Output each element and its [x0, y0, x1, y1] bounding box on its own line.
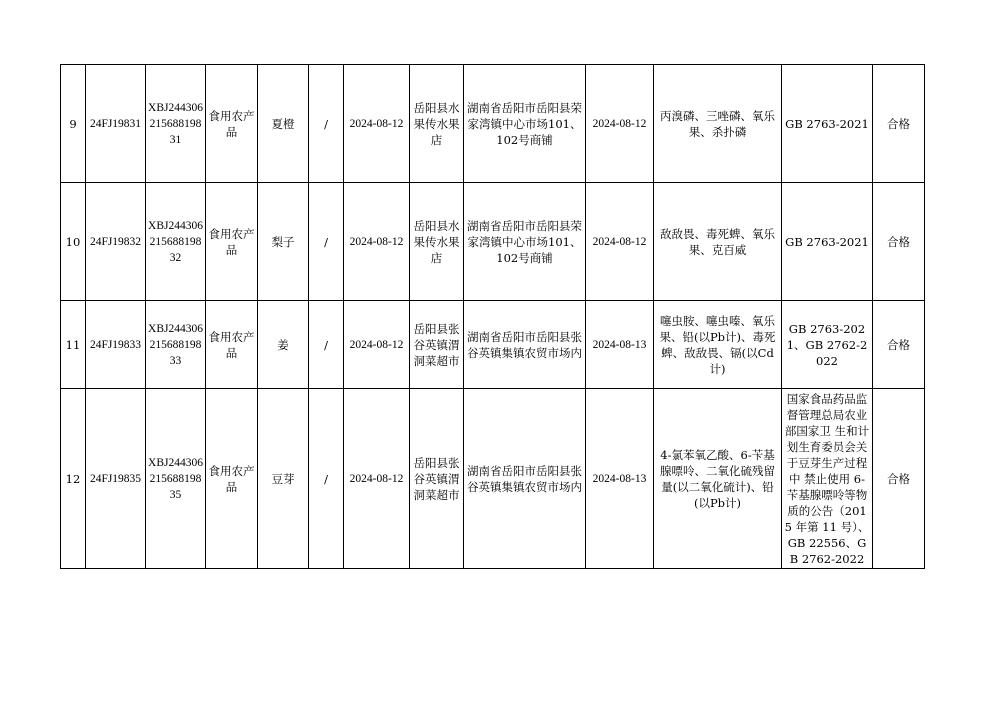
test-items: 敌敌畏、毒死蜱、氧乐果、克百威: [654, 183, 782, 301]
standard: GB 2763-2021: [782, 65, 873, 183]
sampled-unit: 岳阳县水果传水果店: [410, 183, 464, 301]
report-code: 24FJ19835: [86, 389, 146, 569]
product-name: 豆芽: [258, 389, 309, 569]
standard: 国家食品药品监督管理总局农业部国家卫 生和计划生育委员会关于豆芽生产过程中 禁止使用 6-苄基腺嘌呤等物质的公告（2015 年第 11 号）、GB 22556、GB 2762-2022: [782, 389, 873, 569]
sampled-unit-address: 湖南省岳阳市岳阳县荣家湾镇中心市场101、102号商铺: [464, 183, 586, 301]
sampled-unit: 岳阳县水果传水果店: [410, 65, 464, 183]
report-code: 24FJ19833: [86, 301, 146, 389]
specification: /: [309, 389, 344, 569]
sampled-unit: 岳阳县张谷英镇渭洞菜超市: [410, 301, 464, 389]
test-items: 4-氯苯氧乙酸、6-苄基腺嘌呤、二氧化硫残留量(以二氧化硫计)、铅(以Pb计): [654, 389, 782, 569]
sampled-unit: 岳阳县张谷英镇渭洞菜超市: [410, 389, 464, 569]
table-row: [61, 301, 925, 389]
food-category: 食用农产品: [206, 389, 258, 569]
specification: /: [309, 183, 344, 301]
sample-number: XBJ244306215688198 35: [146, 389, 206, 569]
production-date: 2024-08-12: [344, 183, 410, 301]
table-row: [61, 65, 925, 183]
sample-number: XBJ244306215688198 31: [146, 65, 206, 183]
test-items: 噻虫胺、噻虫嗪、氧乐果、铅(以Pb计)、毒死蜱、敌敌畏、镉(以Cd计): [654, 301, 782, 389]
production-date: 2024-08-12: [344, 65, 410, 183]
sample-number: XBJ244306215688198 32: [146, 183, 206, 301]
report-code: 24FJ19832: [86, 183, 146, 301]
production-date: 2024-08-12: [344, 301, 410, 389]
product-name: 姜: [258, 301, 309, 389]
sampled-unit-address: 湖南省岳阳市岳阳县张谷英镇集镇农贸市场内: [464, 389, 586, 569]
standard: GB 2763-2021: [782, 183, 873, 301]
standard: GB 2763-2021、GB 2762-2022: [782, 301, 873, 389]
production-date: 2024-08-12: [344, 389, 410, 569]
row-number: 9: [61, 65, 86, 183]
sampling-date: 2024-08-13: [586, 389, 654, 569]
row-number: 11: [61, 301, 86, 389]
product-name: 梨子: [258, 183, 309, 301]
food-category: 食用农产品: [206, 65, 258, 183]
specification: /: [309, 65, 344, 183]
sampling-date: 2024-08-13: [586, 301, 654, 389]
row-number: 12: [61, 389, 86, 569]
test-items: 丙溴磷、三唑磷、氧乐果、杀扑磷: [654, 65, 782, 183]
sampled-unit-address: 湖南省岳阳市岳阳县张谷英镇集镇农贸市场内: [464, 301, 586, 389]
sampling-date: 2024-08-12: [586, 183, 654, 301]
inspection-results-table: [60, 64, 925, 569]
table-row: [61, 183, 925, 301]
table-row: [61, 389, 925, 569]
result: 合格: [873, 183, 925, 301]
row-number: 10: [61, 183, 86, 301]
result: 合格: [873, 301, 925, 389]
product-name: 夏橙: [258, 65, 309, 183]
result: 合格: [873, 65, 925, 183]
report-code: 24FJ19831: [86, 65, 146, 183]
specification: /: [309, 301, 344, 389]
sample-number: XBJ244306215688198 33: [146, 301, 206, 389]
food-category: 食用农产品: [206, 183, 258, 301]
sampling-date: 2024-08-12: [586, 65, 654, 183]
food-category: 食用农产品: [206, 301, 258, 389]
sampled-unit-address: 湖南省岳阳市岳阳县荣家湾镇中心市场101、102号商铺: [464, 65, 586, 183]
result: 合格: [873, 389, 925, 569]
